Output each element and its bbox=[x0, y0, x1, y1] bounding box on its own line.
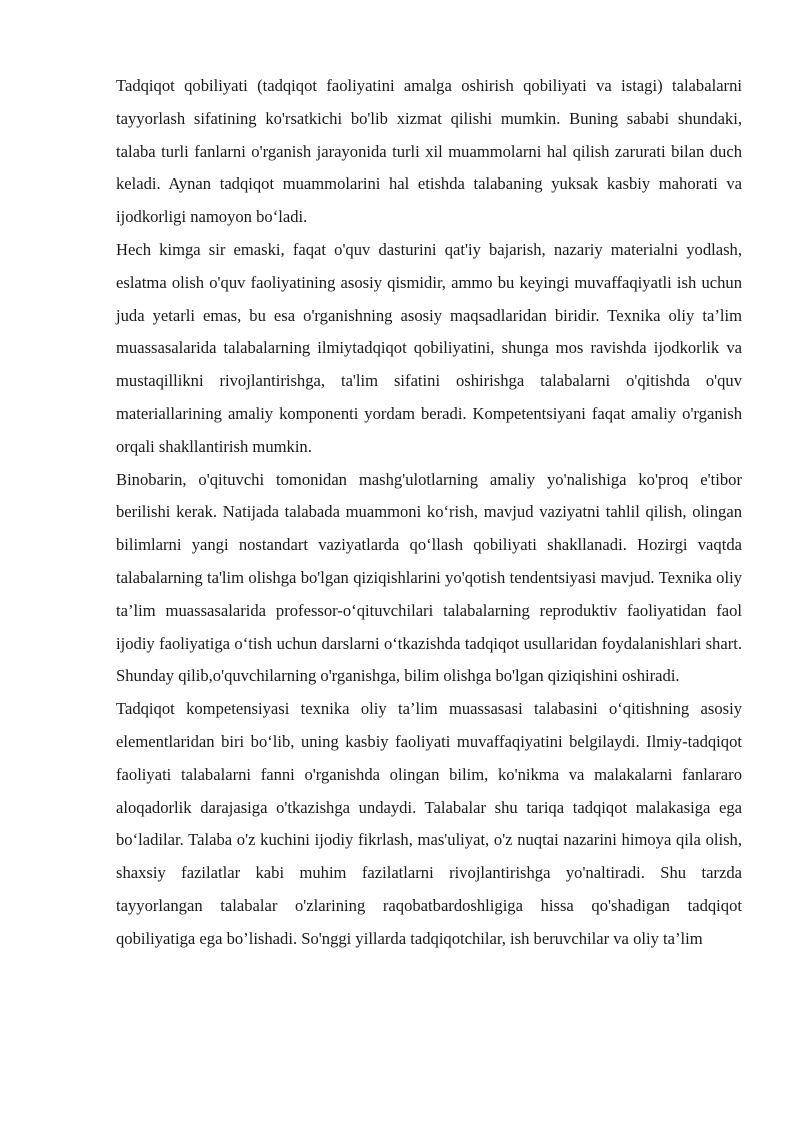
paragraph-research-competence: Tadqiqot kompetensiyasi texnika oliy ta’lim muassasasi talabasini o‘qitishning asosiy elementlaridan biri bo‘lib, uning kasbiy faoliyati muvaffaqiyatini belgilaydi. Ilmiy-tadqiqot faoliyati talabalarni fanni o'rganishda olingan bilim, ko'nikma va malakalarni fanlararo aloqadorlik darajasiga o'tkazishga undaydi. Talabalar shu tariqa tadqiqot malakasiga ega bo‘ladilar. Talaba o'z kuchini ijodiy fikrlash, mas'uliyat, o'z nuqtai nazarini himoya qila olish, shaxsiy fazilatlar kabi muhim fazilatlarni rivojlantirishga yo'naltiradi. Shu tarzda tayyorlangan talabalar o'zlarining raqobatbardoshligiga hissa qo'shadigan tadqiqot qobiliyatiga ega bo’lishadi. So'nggi yillarda tadqiqotchilar, ish beruvchilar va oliy ta’lim bbox=[116, 699, 742, 948]
document-page bbox=[116, 70, 742, 956]
paragraph-teacher-attention: Binobarin, o'qituvchi tomonidan mashg'ulotlarning amaliy yo'nalishiga ko'proq e'tibor berilishi kerak. Natijada talabada muammoni ko‘rish, mavjud vaziyatni tahlil qilish, olingan bilimlarni yangi nostandart vaziyatlarda qo‘llash qobiliyati shakllanadi. Hozirgi vaqtda talabalarning ta'lim olishga bo'lgan qiziqishlarini yo'qotish tendentsiyasi mavjud. Texnika oliy ta’lim muassasalarida professor-o‘qituvchilari talabalarning reproduktiv faoliyatidan faol ijodiy faoliyatiga o‘tish uchun darslarni o‘tkazishda tadqiqot usullaridan foydalanishlari shart. Shunday qilib,o'quvchilarning o'rganishga, bilim olishga bo'lgan qiziqishini oshiradi. bbox=[116, 469, 742, 686]
paragraph-practical-component: Hech kimga sir emaski, faqat o'quv dasturini qat'iy bajarish, nazariy materialni yodlash, eslatma olish o'quv faoliyatining asosiy qismidir, ammo bu keyingi muvaffaqiyatli ish uchun juda yetarli emas, bu esa o'rganishning asosiy maqsadlaridan biridir. Texnika oliy ta’lim muassasalarida talabalarning ilmiytadqiqot qobiliyatini, shunga mos ravishda ijodkorlik va mustaqillikni rivojlantirishga, ta'lim sifatini oshirishga talabalarni o'qitishda o'quv materiallarining amaliy komponenti yordam beradi. Kompetentsiyani faqat amaliy o'rganish orqali shakllantirish mumkin. bbox=[116, 239, 742, 456]
paragraph-research-ability: Tadqiqot qobiliyati (tadqiqot faoliyatini amalga oshirish qobiliyati va istagi) talabalarni tayyorlash sifatining ko'rsatkichi bo'lib xizmat qilishi mumkin. Buning sababi shundaki, talaba turli fanlarni o'rganish jarayonida turli xil muammolarni hal qilish zarurati bilan duch keladi. Aynan tadqiqot muammolarini hal etishda talabaning yuksak kasbiy mahorati va ijodkorligi namoyon bo‘ladi. bbox=[116, 76, 742, 227]
